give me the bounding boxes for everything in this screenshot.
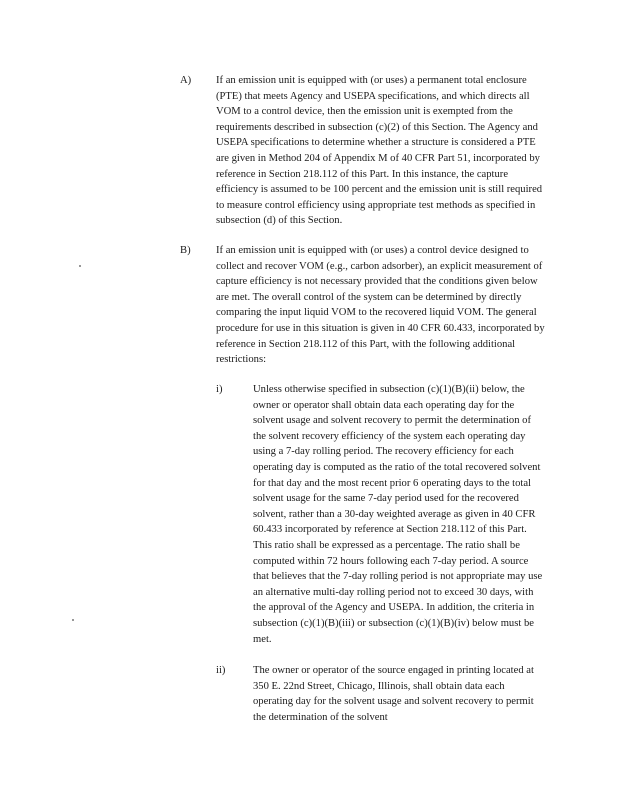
item-ii-label: ii) (216, 665, 226, 676)
section-a-paragraph: If an emission unit is equipped with (or uses) a permanent total enclosure (PTE) that meets Agency and USEPA specifications, and which directs all VOM to a control device, then the emission unit is exempted from the requirements described in subsection (c)(2) of this Section. The Agency and USEPA specifications to determine whether a structure is considered a PTE are given in Method 204 of Appendix M of 40 CFR Part 51, incorporated by reference in Section 218.112 of this Part. In this instance, the capture efficiency is assumed to be 100 percent and the emission unit is still required to measure control efficiency using appropriate test methods as specified in subsection (d) of this Section. (216, 75, 543, 227)
scan-speck (79, 265, 81, 267)
item-ii-paragraph: The owner or operator of the source engaged in printing located at 350 E. 22nd Street, Chicago, Illinois, shall obtain data each operating day for the solvent usage and solvent recovery to permit the determination of the solvent (253, 665, 534, 723)
section-b-paragraph: If an emission unit is equipped with (or uses) a control device designed to collect and recover VOM (e.g., carbon adsorber), an explicit measurement of capture efficiency is not necessary provided that the conditions given below are met. The overall control of the system can be determined by directly comparing the input liquid VOM to the recovered liquid VOM. The general procedure for use in this situation is given in 40 CFR 60.433, incorporated by reference in Section 218.112 of this Part, with the following additional restrictions: (216, 245, 545, 366)
section-a-label: A) (180, 75, 192, 86)
item-i-label: i) (216, 384, 223, 395)
scan-speck (72, 619, 74, 621)
item-i-paragraph: Unless otherwise specified in subsection (c)(1)(B)(ii) below, the owner or operator shall obtain data each operating day for the solvent usage and solvent recovery to permit the determination of the solvent recovery efficiency of the system each operating day using a 7-day rolling period. The recovery efficiency for each operating day is computed as the ratio of the total recovered solvent for that day and the most recent prior 6 operating days to the total solvent usage for the same 7-day period used for the recovered solvent, rather than a 30-day weighted average as given in 40 CFR 60.433 incorporated by reference at Section 218.112 of this Part. This ratio shall be expressed as a percentage. The ratio shall be computed within 72 hours following each 7-day period. A source that believes that the 7-day rolling period is not appropriate may use an alternative multi-day rolling period not to exceed 30 days, with the approval of the Agency and USEPA. In addition, the criteria in subsection (c)(1)(B)(iii) or subsection (c)(1)(B)(iv) below must be met. (253, 384, 543, 645)
section-b-label: B) (180, 245, 191, 256)
